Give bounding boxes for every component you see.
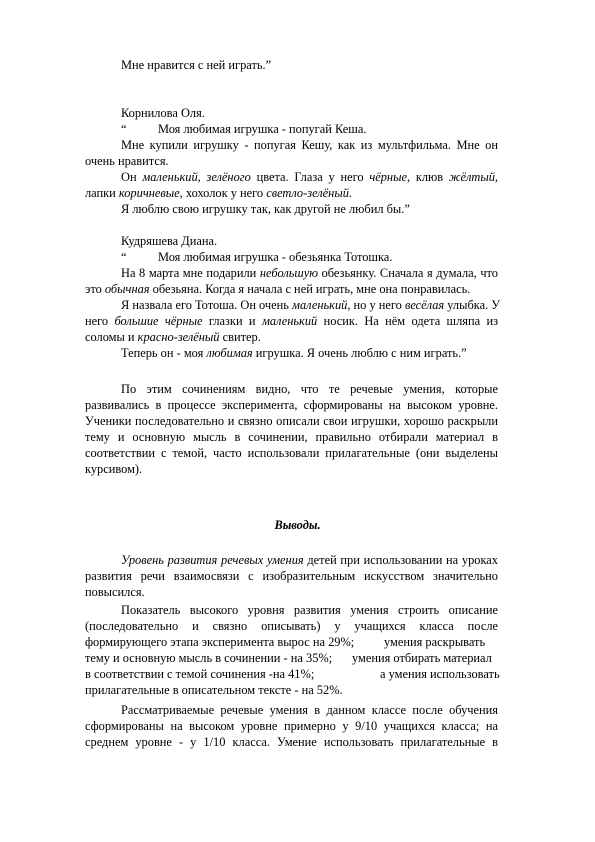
essay2-p3: Я люблю свою игрушку так, как другой не любил бы.” bbox=[121, 202, 410, 216]
essay2-p1-line2: очень нравится. bbox=[85, 154, 169, 168]
conclusions-p3-line: Рассматриваемые речевые умения в данном классе после обучения bbox=[121, 703, 498, 717]
essay3-title: Моя любимая игрушка - обезьянка Тотошка. bbox=[158, 250, 393, 264]
essay3-author: Кудряшева Диана. bbox=[121, 234, 218, 248]
analysis-line: развивались в процессе эксперимента, сформированы на высоком уровне. bbox=[85, 398, 498, 412]
essay3-p1-line1: На 8 марта мне подарили небольшую обезьянку. Сначала я думала, что bbox=[121, 266, 499, 280]
essay2-title: Моя любимая игрушка - попугай Кеша. bbox=[158, 122, 367, 136]
conclusions-p2-line: формирующего этапа эксперимента вырос на 29%; bbox=[85, 635, 355, 649]
essay-closing-line: Мне нравится с ней играть.” bbox=[121, 58, 272, 72]
essay3-open-quote: “ bbox=[121, 250, 127, 264]
analysis-line: Ученики последовательно и связно описали свои игрушки, хорошо раскрыли bbox=[85, 414, 498, 428]
essay3-p3: Теперь он - моя любимая игрушка. Я очень люблю с ним играть.” bbox=[121, 346, 467, 360]
conclusions-p3-line: среднем уровне - у 1/10 класса. Умение использовать прилагательные в bbox=[85, 735, 498, 749]
conclusions-p1-line3: повысился. bbox=[85, 585, 145, 599]
conclusions-p2-line: в соответствии с темой сочинения -на 41%; bbox=[85, 667, 315, 681]
conclusions-p3-line: сформированы на высоком уровне примерно у 9/10 учащихся класса; на bbox=[85, 719, 498, 733]
essay2-p2-line2: лапки коричневые, хохолок у него светло-зелёный. bbox=[85, 186, 353, 200]
essay2-open-quote: “ bbox=[121, 122, 127, 136]
essay2-author: Корнилова Оля. bbox=[121, 106, 205, 120]
conclusions-p2-line: прилагательные в описательном тексте - на 52%. bbox=[85, 683, 343, 697]
analysis-line: По этим сочинениям видно, что те речевые умения, которые bbox=[121, 382, 498, 396]
essay3-p2-line3: соломы и красно-зелёный свитер. bbox=[85, 330, 261, 344]
analysis-line: курсивом). bbox=[85, 462, 143, 476]
conclusions-p2-line: умения отбирать материал bbox=[352, 651, 492, 665]
analysis-line: соответствии с темой, часто использовали прилагательные (они выделены bbox=[85, 446, 498, 460]
conclusions-p1-line2: развития речи взаимосвязи с изобразительным искусством значительно bbox=[85, 569, 498, 583]
essay2-p2-line1: Он маленький, зелёного цвета. Глаза у него чёрные, клюв жёлтый, bbox=[121, 170, 499, 184]
conclusions-p2-line: Показатель высокого уровня развития умения строить описание bbox=[121, 603, 498, 617]
analysis-line: тему и основную мысль в сочинении, правильно отбирали материал в bbox=[85, 430, 498, 444]
conclusions-heading: Выводы. bbox=[274, 518, 321, 532]
conclusions-p2-line: тему и основную мысль в сочинении - на 35%; bbox=[85, 651, 333, 665]
essay2-p1-line1: Мне купили игрушку - попугая Кешу, как из мультфильма. Мне он bbox=[121, 138, 498, 152]
conclusions-p2-line: умения раскрывать bbox=[384, 635, 486, 649]
essay3-p2-line1: Я назвала его Тотоша. Он очень маленький, но у него весёлая улыбка. У bbox=[121, 298, 501, 312]
essay3-p2-line2: него большие чёрные глазки и маленький носик. На нём одета шляпа из bbox=[85, 314, 498, 328]
conclusions-p2-line: а умения использовать bbox=[380, 667, 500, 681]
essay3-p1-line2: это обычная обезьяна. Когда я начала с ней играть, мне она понравилась. bbox=[85, 282, 471, 296]
conclusions-p2-line: (последовательно и связно описывать) у учащихся класса после bbox=[85, 619, 498, 633]
conclusions-p1-line1: Уровень развития речевых умения детей при использовании на уроках bbox=[121, 553, 498, 567]
